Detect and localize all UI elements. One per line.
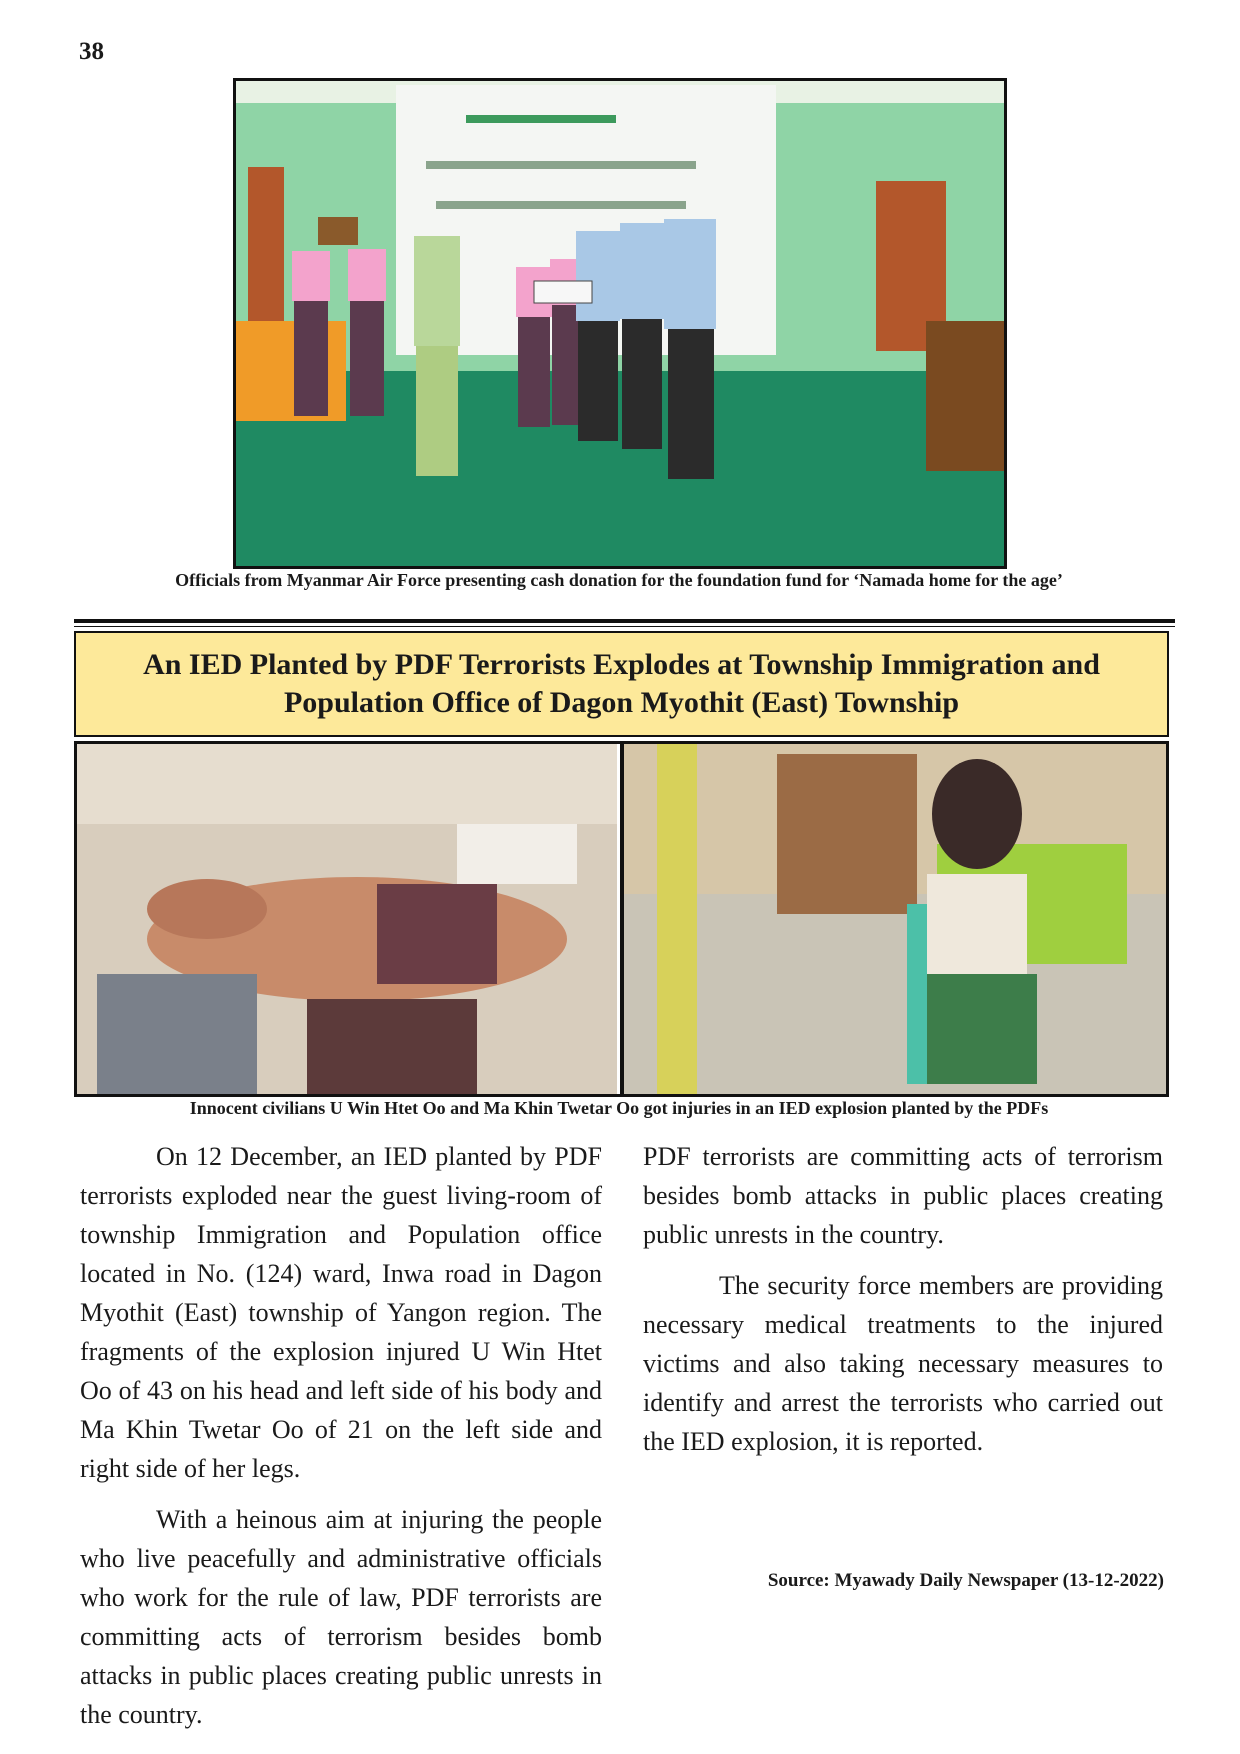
victim-photos — [74, 741, 1169, 1097]
headline-line-1: An IED Planted by PDF Terrorists Explodes at Township Immigration and — [143, 648, 1100, 681]
article-source: Source: Myawady Daily Newspaper (13-12-2022) — [767, 1570, 1164, 1591]
headline-line-2: Population Office of Dagon Myothit (East) Township — [283, 686, 960, 719]
section-divider — [74, 619, 1175, 623]
article-column-right — [643, 1137, 1163, 1461]
page-number: 38 — [79, 38, 104, 65]
article-paragraph-3: The security force members are providing necessary medical treatments to the injured victims and also taking necessary measures to identify and arrest the terrorists who carried out the IED explosion, it is reported. — [643, 1271, 1163, 1456]
donation-ceremony-illustration — [236, 81, 1004, 566]
article-paragraph-2: With a heinous aim at injuring the people who live peacefully and administrative officials who work for the rule of law, PDF terrorists are committing acts of terrorism besides bomb attacks in public places creating public unrests in the country. — [80, 1505, 602, 1729]
article-paragraph-2-continued: PDF terrorists are committing acts of terrorism besides bomb attacks in public places creating public unrests in the country. — [643, 1142, 1163, 1249]
article-column-left — [80, 1137, 602, 1729]
victim-photos-illustration — [77, 744, 1166, 1094]
article-headline — [112, 646, 1132, 722]
donation-ceremony-photo — [233, 78, 1007, 569]
section-divider-thin — [74, 626, 1175, 627]
photo-caption-top: Officials from Myanmar Air Force presenting cash donation for the foundation fund for ‘Namada home for the age’ — [175, 570, 1063, 590]
photo-caption-victims: Innocent civilians U Win Htet Oo and Ma Khin Twetar Oo got injuries in an IED explosion planted by the PDFs — [189, 1098, 1049, 1118]
headline-box — [74, 631, 1169, 737]
article-paragraph-1: On 12 December, an IED planted by PDF terrorists exploded near the guest living-room of township Immigration and Population office located in No. (124) ward, Inwa road in Dagon Myothit (East) township of Yangon region. The fragments of the explosion injured U Win Htet Oo of 43 on his head and left side of his body and Ma Khin Twetar Oo of 21 on the left side and right side of her legs. — [80, 1142, 602, 1483]
